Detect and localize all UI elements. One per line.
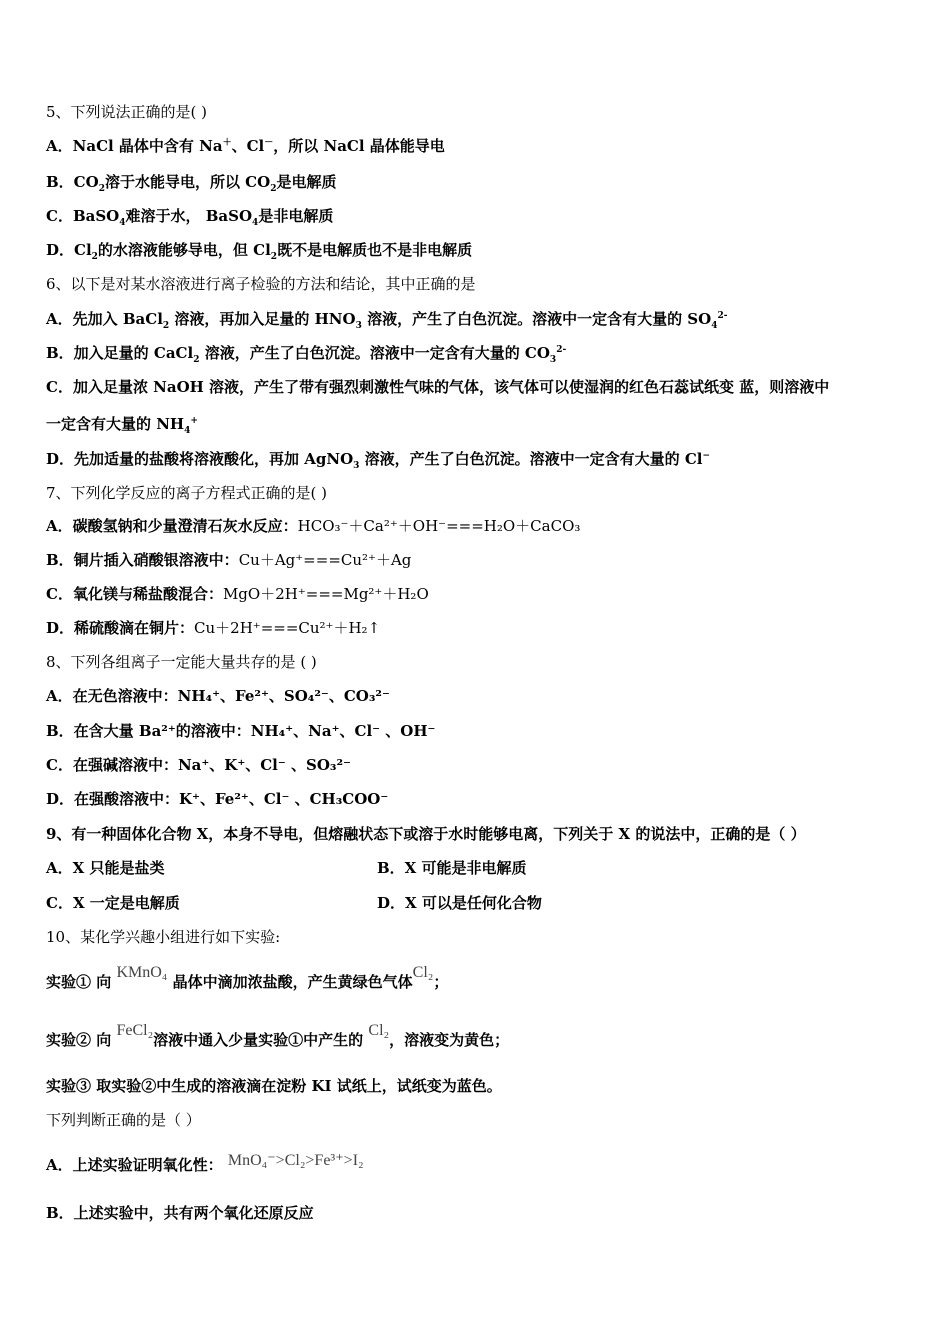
q10-experiment-1: 实验① 向 KMnO₄ 晶体中滴加浓盐酸，产生黄绿色气体Cl₂； bbox=[46, 964, 449, 991]
q5-option-d: D．$Cl_2$的水溶液能够导电，但 $Cl_2$既不是电解质也不是非电解质 bbox=[46, 241, 473, 262]
q10-option-a-formula: MnO₄⁻>Cl₂>Fe³⁺>I₂ bbox=[227, 1152, 364, 1169]
q9-option-c: C．X 一定是电解质 bbox=[46, 894, 180, 912]
q8-stem: 8、下列各组离子一定能大量共存的是 ( ) bbox=[46, 653, 317, 671]
q8-option-d: D．在强酸溶液中：K⁺、Fe²⁺、Cl⁻ 、CH₃COO⁻ bbox=[46, 790, 389, 808]
q9-options-row2 bbox=[46, 893, 886, 913]
q7-option-b-equation: Cu＋Ag⁺===Cu²⁺＋Ag bbox=[238, 551, 412, 569]
q7-option-c: C．氧化镁与稀盐酸混合：MgO＋2H⁺===Mg²⁺＋H₂O bbox=[46, 585, 429, 603]
q8-option-b: B．在含大量 Ba²⁺的溶液中：NH₄⁺、Na⁺、Cl⁻ 、OH⁻ bbox=[46, 722, 436, 740]
q6-option-b: B．加入足量的 CaCl$_2$ 溶液，产生了白色沉淀。溶液中一定含有大量的 $CO_3^{2-}$ bbox=[46, 344, 567, 365]
q7-option-a: A．碳酸氢钠和少量澄清石灰水反应：HCO₃⁻＋Ca²⁺＋OH⁻===H₂O＋CaCO₃ bbox=[46, 517, 581, 535]
q10-exp1-formula: KMnO₄ bbox=[116, 964, 168, 981]
q7-stem: 7、下列化学反应的离子方程式正确的是( ) bbox=[46, 484, 328, 502]
q10-option-b: B．上述实验中，共有两个氧化还原反应 bbox=[46, 1204, 314, 1222]
q7-option-d-equation: Cu＋2H⁺===Cu²⁺＋H₂↑ bbox=[194, 619, 381, 637]
q5-stem: 5、下列说法正确的是( ) bbox=[46, 103, 208, 121]
q10-option-a: A．上述实验证明氧化性： MnO₄⁻>Cl₂>Fe³⁺>I₂ bbox=[46, 1152, 364, 1174]
q10-stem: 10、某化学兴趣小组进行如下实验: bbox=[46, 928, 281, 946]
q7-option-d: D．稀硫酸滴在铜片：Cu＋2H⁺===Cu²⁺＋H₂↑ bbox=[46, 619, 381, 637]
q7-option-b: B．铜片插入硝酸银溶液中：Cu＋Ag⁺===Cu²⁺＋Ag bbox=[46, 551, 412, 569]
q10-ask: 下列判断正确的是（ ） bbox=[46, 1111, 201, 1129]
q10-exp2-formula2: Cl₂ bbox=[368, 1022, 390, 1039]
q7-option-c-equation: MgO＋2H⁺===Mg²⁺＋H₂O bbox=[222, 585, 429, 603]
q10-exp2-formula: FeCl₂ bbox=[116, 1022, 154, 1039]
q10-experiment-3: 实验③ 取实验②中生成的溶液滴在淀粉 KI 试纸上，试纸变为蓝色。 bbox=[46, 1077, 502, 1095]
q9-option-b: B．X 可能是非电解质 bbox=[377, 859, 527, 877]
q7-option-a-equation: HCO₃⁻＋Ca²⁺＋OH⁻===H₂O＋CaCO₃ bbox=[297, 517, 581, 535]
q9-option-d: D．X 可以是任何化合物 bbox=[377, 894, 542, 912]
q9-options-row1 bbox=[46, 858, 886, 878]
q6-option-c-line2: 一定含有大量的 $NH_4^+$ bbox=[46, 415, 198, 436]
q10-experiment-2: 实验② 向 FeCl₂溶液中通入少量实验①中产生的 Cl₂，溶液变为黄色； bbox=[46, 1022, 510, 1049]
q6-stem: 6、以下是对某水溶液进行离子检验的方法和结论，其中正确的是 bbox=[46, 275, 476, 293]
q5-option-b: B．$CO_2$溶于水能导电，所以 $CO_2$是电解质 bbox=[46, 173, 337, 194]
q5-option-a: A．NaCl 晶体中含有 Na＋、Cl－，所以 NaCl 晶体能导电 bbox=[46, 137, 445, 155]
q8-option-c: C．在强碱溶液中：Na⁺、K⁺、Cl⁻ 、SO₃²⁻ bbox=[46, 756, 351, 774]
q9-stem: 9、有一种固体化合物 X，本身不导电，但熔融状态下或溶于水时能够电离，下列关于 X 的说法中，正确的是（ ） bbox=[46, 825, 806, 843]
q9-option-a: A．X 只能是盐类 bbox=[46, 859, 165, 877]
q10-exp1-formula2: Cl₂ bbox=[412, 964, 434, 981]
q6-option-d: D．先加适量的盐酸将溶液酸化，再加 AgNO$_3$ 溶液，产生了白色沉淀。溶液中一定含有大量的 Cl− bbox=[46, 450, 711, 471]
q6-option-c-line1: C．加入足量浓 NaOH 溶液，产生了带有强烈刺激性气味的气体，该气体可以使湿润的红色石蕊试纸变 蓝，则溶液中 bbox=[46, 378, 830, 396]
q8-option-a: A．在无色溶液中：NH₄⁺、Fe²⁺、SO₄²⁻、CO₃²⁻ bbox=[46, 687, 390, 705]
q6-option-a: A．先加入 BaCl$_2$ 溶液，再加入足量的 $HNO_3$ 溶液，产生了白色沉淀。溶液中一定含有大量的 $SO_4^{2-}$ bbox=[46, 310, 728, 331]
q5-option-c: C．BaSO$_4$难溶于水， BaSO$_4$是非电解质 bbox=[46, 207, 334, 228]
